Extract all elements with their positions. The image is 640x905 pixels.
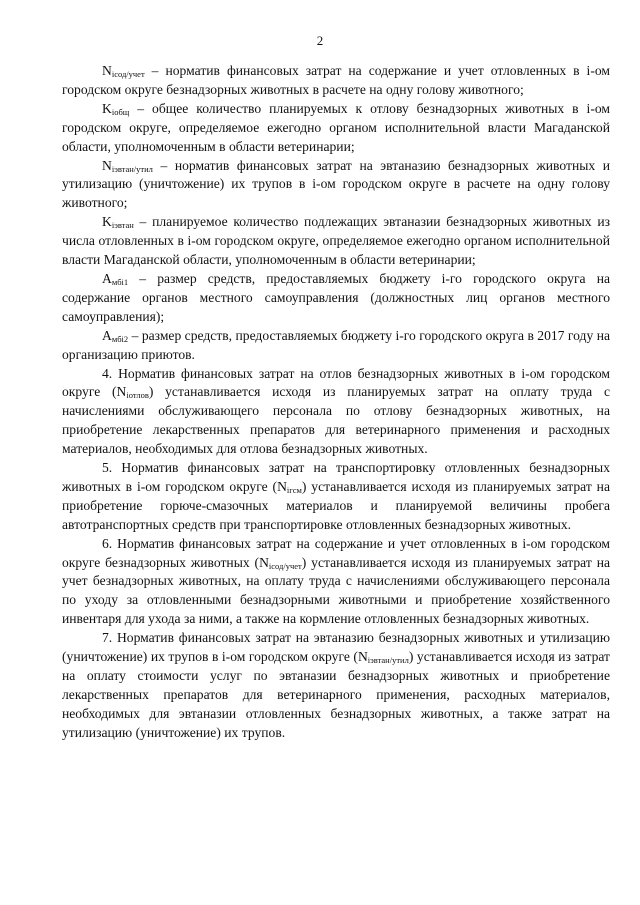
paragraph-text: 5. Норматив финансовых затрат на транспортировку отловленных безнадзорных животных в i-ом городском округе (N [62, 460, 610, 494]
definition-a-mb2 [62, 327, 610, 365]
symbol-text: N [102, 157, 112, 173]
paragraph-text: ) устанавливается исходя из планируемых затрат на оплату труда с начислениями обслуживающего персонала по отлову безнадзорных животных, на приобретение лекарственных препаратов для ветеринарного применения и расходных материалов, необходимых для отлова безнадзорных животных. [62, 384, 610, 457]
clause-7 [62, 629, 610, 742]
paragraph-text: – общее количество планируемых к отлову безнадзорных животных в i-ом городском округе, определяемое ежегодно органом исполнительной власти Магаданской области, уполномоченным в области ветеринарии; [62, 100, 610, 154]
symbol-subscript: iобщ [111, 106, 130, 117]
symbol-text: A [102, 270, 112, 286]
paragraph-text: ) устанавливается исходя из затрат на оплату стоимости услуг по эвтаназии безнадзорных животных и приобретение лекарственных препаратов для ветеринарного применения, расходных материалов, необходимых для эвтаназии отловленных безнадзорных животных, а также затрат на утилизацию (уничтожение) их трупов. [62, 649, 610, 740]
definition-k-obsh [62, 100, 610, 157]
symbol-text: K [102, 100, 112, 116]
paragraph-text: ) устанавливается исходя из планируемых затрат на приобретение горюче-смазочных материалов и планируемой величины пробега автотранспортных средств при транспортировке отловленных безнадзорных животных. [62, 478, 610, 532]
symbol-text: K [102, 214, 112, 230]
symbol-text: A [102, 327, 112, 343]
paragraph-text: 6. Норматив финансовых затрат на содержание и учет отловленных в i-ом городском округе безнадзорных животных (N [62, 535, 610, 570]
symbol-subscript: iэвтан [111, 220, 134, 231]
document-body [62, 62, 610, 743]
symbol-subscript: iсод/учет [268, 560, 302, 571]
paragraph-text: – планируемое количество подлежащих эвтаназии безнадзорных животных из числа отловленных в i-ом городском округе, определяемое ежегодно органом исполнительной власти Магаданской области, уполномоченным в области ветеринарии; [62, 214, 610, 268]
symbol-subscript: мбi2 [111, 333, 129, 344]
clause-4 [62, 365, 610, 460]
clause-6 [62, 535, 610, 630]
paragraph-text: 4. Норматив финансовых затрат на отлов безнадзорных животных в i-ом городском округе (N [62, 365, 610, 400]
clause-5 [62, 459, 610, 535]
definition-n-evtan-util [62, 157, 610, 214]
definition-k-evtan [62, 213, 610, 270]
paragraph-text: – размер средств, предоставляемых бюджету i-го городского округа на содержание органов местного самоуправления (должностных лиц органов местного самоуправления); [62, 270, 610, 324]
paragraph-text: – норматив финансовых затрат на эвтаназию безнадзорных животных и утилизацию (уничтожение) их трупов в i-ом городском округе в расчете на одну голову животного; [62, 157, 610, 211]
definition-a-mb1 [62, 270, 610, 327]
symbol-subscript: iэвтан/утил [367, 655, 409, 666]
symbol-subscript: iотлов [126, 390, 149, 401]
symbol-subscript: iэвтан/утил [111, 163, 153, 174]
definition-n-sod-uchet [62, 62, 610, 100]
paragraph-text: – размер средств, предоставляемых бюджету i-го городского округа в 2017 году на организацию приютов. [62, 327, 610, 362]
symbol-subscript: мбi1 [111, 276, 129, 287]
symbol-subscript: iсод/учет [111, 69, 145, 79]
paragraph-text: ) устанавливается исходя из планируемых затрат на учет безнадзорных животных, на оплату труда с начислениями обслуживающего персонала по уходу за отловленными безнадзорными животными и приобретение хозяйственного инвентаря для ухода за ними, а также на кормление отловленных безнадзорных животных. [62, 554, 610, 627]
symbol-subscript: iгсм [286, 484, 302, 495]
paragraph-text: – норматив финансовых затрат на содержание и учет отловленных в i-ом городском округе безнадзорных животных в расчете на одну голову животного; [62, 63, 610, 97]
page-number: 2 [316, 33, 324, 48]
symbol-text: N [102, 63, 112, 78]
paragraph-text: 7. Норматив финансовых затрат на эвтаназию безнадзорных животных и утилизацию (уничтожение) их трупов в i-ом городском округе (N [62, 630, 610, 665]
